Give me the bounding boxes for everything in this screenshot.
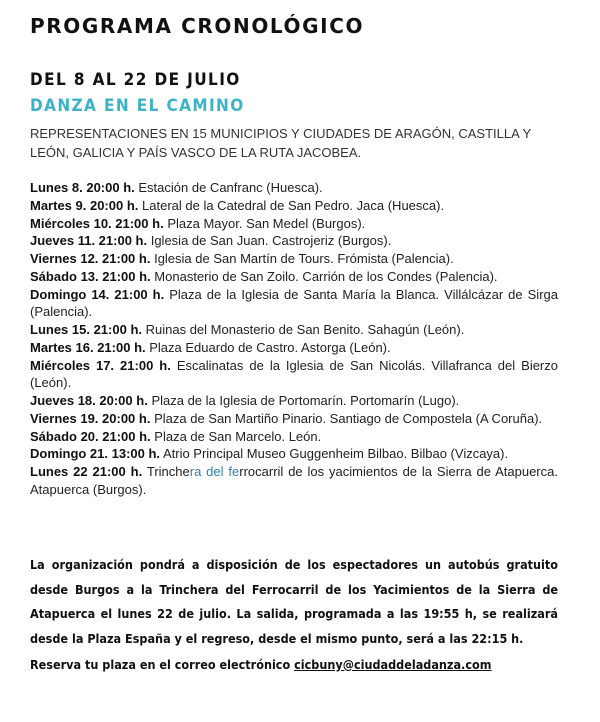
schedule-place: Plaza de la Iglesia de Santa María la Blanca. Villálcázar de Sirga (Palencia). <box>30 286 558 320</box>
schedule-day: Lunes 22 21:00 h. <box>30 464 143 479</box>
page-title: PROGRAMA CRONOLÓGICO <box>30 14 365 38</box>
schedule-place: Monasterio de San Zoilo. Carrión de los Condes (Palencia). <box>154 268 498 284</box>
highlighted-text: fe <box>228 464 240 479</box>
schedule-day: Viernes 19. 20:00 h. <box>30 410 151 426</box>
schedule-day: Sábado 20. 21:00 h. <box>30 428 151 444</box>
schedule-day: Martes 9. 20:00 h. <box>30 197 139 213</box>
schedule-place: Plaza Eduardo de Castro. Astorga (León). <box>149 339 391 355</box>
schedule-item-6 <box>30 268 558 286</box>
date-range: DEL 8 AL 22 DE JULIO <box>30 70 241 90</box>
schedule-item-11 <box>30 392 558 410</box>
schedule-item-14 <box>30 445 558 463</box>
reservation-label: Reserva tu plaza en el correo electrónico <box>30 657 291 672</box>
schedule-item-5 <box>30 250 558 268</box>
schedule-item-13 <box>30 428 558 446</box>
schedule-place: Plaza de la Iglesia de Portomarín. Portomarín (Lugo). <box>151 393 460 408</box>
schedule-place: Trinchera del ferrocarril de los yacimientos de la Sierra de Atapuerca. Atapuerca (Burgos). <box>30 464 558 497</box>
schedule-day: Martes 16. 21:00 h. <box>30 339 146 355</box>
reservation-email-link[interactable]: cicbuny@ciudaddeladanza.com <box>294 657 492 672</box>
schedule-item-8 <box>30 321 558 339</box>
schedule-place: Atrio Principal Museo Guggenheim Bilbao. Bilbao (Vizcaya). <box>162 446 509 462</box>
schedule-item-7 <box>30 286 558 322</box>
reservation-line <box>30 654 558 676</box>
event-subtitle: DANZA EN EL CAMINO <box>30 96 245 116</box>
schedule-day: Jueves 11. 21:00 h. <box>30 233 148 249</box>
schedule-place: Estación de Canfranc (Huesca). <box>138 180 323 195</box>
schedule-day: Jueves 18. 20:00 h. <box>30 393 148 408</box>
schedule-day: Miércoles 17. 21:00 h. <box>30 357 171 373</box>
intro-paragraph: REPRESENTACIONES EN 15 MUNICIPIOS Y CIUDADES DE ARAGÓN, CASTILLA Y LEÓN, GALICIA Y PAÍS VASCO DE LA RUTA JACOBEA. <box>30 126 531 160</box>
schedule-list <box>30 179 558 499</box>
schedule-item-9 <box>30 339 558 357</box>
schedule-place: Iglesia de San Martín de Tours. Frómista (Palencia). <box>154 251 454 266</box>
schedule-day: Domingo 14. 21:00 h. <box>30 286 165 302</box>
schedule-item-12 <box>30 410 558 428</box>
schedule-place: Plaza de San Martiño Pinario. Santiago de Compostela (A Coruña). <box>154 410 543 426</box>
schedule-day: Lunes 15. 21:00 h. <box>30 322 142 337</box>
schedule-place: Plaza Mayor. San Medel (Burgos). <box>167 215 366 231</box>
schedule-item-15 <box>30 463 558 499</box>
schedule-day: Domingo 21. 13:00 h. <box>30 446 161 462</box>
schedule-place: Lateral de la Catedral de San Pedro. Jaca (Huesca). <box>142 197 445 213</box>
schedule-day: Viernes 12. 21:00 h. <box>30 251 151 266</box>
schedule-day: Lunes 8. 20:00 h. <box>30 180 135 195</box>
schedule-place: Plaza de San Marcelo. León. <box>154 428 322 444</box>
schedule-day: Sábado 13. 21:00 h. <box>30 268 151 284</box>
schedule-day: Miércoles 10. 21:00 h. <box>30 215 164 231</box>
schedule-item-3 <box>30 215 558 233</box>
schedule-place: Ruinas del Monasterio de San Benito. Sahagún (León). <box>145 322 465 337</box>
schedule-place: Escalinatas de la Iglesia de San Nicolás. Villafranca del Bierzo (León). <box>30 357 558 391</box>
schedule-item-1 <box>30 179 558 197</box>
schedule-item-2 <box>30 197 558 215</box>
bus-notice: La organización pondrá a disposición de los espectadores un autobús gratuito desde Burgos a la Trinchera del Ferrocarril de los Yacimientos de la Sierra de Atapuerca el lunes 22 de julio. La salida, programada a las 19:55 h, se realizará desde la Plaza España y el regreso, desde el mismo punto, será a las 22:15 h. <box>30 557 558 646</box>
schedule-place: Iglesia de San Juan. Castrojeriz (Burgos). <box>150 233 392 249</box>
highlighted-text: ra del <box>189 464 224 479</box>
schedule-item-10 <box>30 357 558 393</box>
schedule-item-4 <box>30 232 558 250</box>
